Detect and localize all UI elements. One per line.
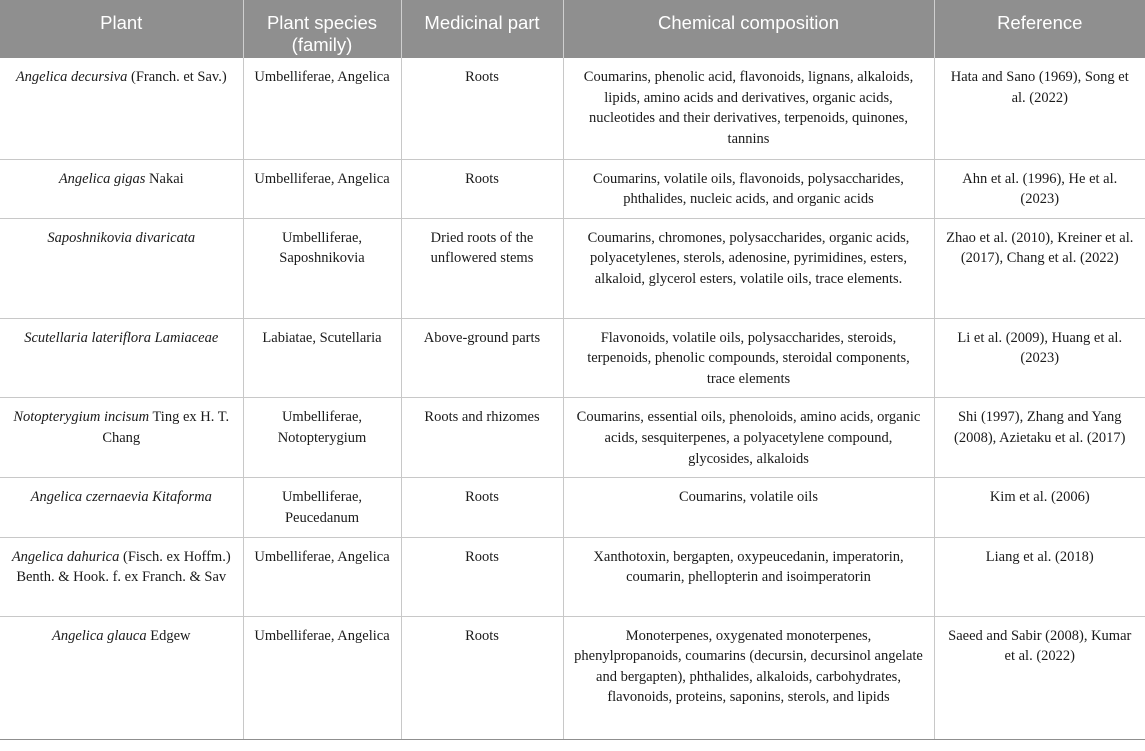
table-row	[0, 616, 1145, 739]
reference-cell: Kim et al. (2006)	[934, 478, 1145, 537]
family-cell: Umbelliferae, Notopterygium	[243, 398, 401, 478]
family-cell: Umbelliferae, Peucedanum	[243, 478, 401, 537]
composition-cell: Coumarins, volatile oils	[563, 478, 934, 537]
plant-cell	[0, 398, 243, 478]
plant-authority: (Fisch. ex Hoffm.) Benth. & Hook. f. ex Franch. & Sav	[16, 548, 231, 586]
plant-name: Angelica dahurica	[11, 548, 120, 565]
reference-cell: Saeed and Sabir (2008), Kumar et al. (2022)	[934, 616, 1145, 739]
table-row	[0, 478, 1145, 537]
table-row	[0, 537, 1145, 616]
family-cell: Umbelliferae, Angelica	[243, 537, 401, 616]
header-row	[0, 0, 1145, 58]
table-header	[0, 0, 1145, 58]
part-cell: Above-ground parts	[401, 318, 563, 398]
plant-cell	[0, 218, 243, 318]
reference-cell: Zhao et al. (2010), Kreiner et al. (2017), Chang et al. (2022)	[934, 218, 1145, 318]
plant-authority: Edgew	[146, 627, 191, 644]
plant-authority: Ting ex H. T. Chang	[102, 409, 230, 447]
family-cell: Umbelliferae, Angelica	[243, 58, 401, 159]
reference-cell: Li et al. (2009), Huang et al. (2023)	[934, 318, 1145, 398]
plant-name: Scutellaria lateriflora Lamiaceae	[24, 329, 219, 346]
reference-cell: Ahn et al. (1996), He et al. (2023)	[934, 159, 1145, 218]
plant-name: Angelica glauca	[51, 627, 147, 644]
family-cell: Umbelliferae, Angelica	[243, 616, 401, 739]
part-cell: Roots	[401, 58, 563, 159]
table-row	[0, 398, 1145, 478]
family-cell: Umbelliferae, Angelica	[243, 159, 401, 218]
header-species-line1: Plant species	[266, 12, 378, 33]
plant-cell	[0, 159, 243, 218]
reference-cell: Shi (1997), Zhang and Yang (2008), Azietaku et al. (2017)	[934, 398, 1145, 478]
family-cell: Labiatae, Scutellaria	[243, 318, 401, 398]
part-cell: Dried roots of the unflowered stems	[401, 218, 563, 318]
plant-name: Notopterygium incisum	[13, 409, 150, 426]
table-row	[0, 58, 1145, 159]
plant-cell	[0, 616, 243, 739]
table-row	[0, 218, 1145, 318]
composition-cell: Coumarins, phenolic acid, flavonoids, lignans, alkaloids, lipids, amino acids and derivatives, organic acids, nucleotides and their derivatives, terpenoids, quinones, tannins	[563, 58, 934, 159]
plant-name: Saposhnikovia divaricata	[47, 229, 196, 246]
plant-cell	[0, 537, 243, 616]
header-species	[243, 0, 401, 58]
plant-cell	[0, 58, 243, 159]
part-cell: Roots	[401, 616, 563, 739]
composition-cell: Coumarins, volatile oils, flavonoids, polysaccharides, phthalides, nucleic acids, and organic acids	[563, 159, 934, 218]
plant-authority: Nakai	[145, 170, 184, 187]
family-cell: Umbelliferae, Saposhnikovia	[243, 218, 401, 318]
composition-cell: Coumarins, essential oils, phenoloids, amino acids, organic acids, sesquiterpenes, a polyacetylene compound, glycosides, alkaloids	[563, 398, 934, 478]
header-reference: Reference	[934, 0, 1145, 58]
reference-cell: Hata and Sano (1969), Song et al. (2022)	[934, 58, 1145, 159]
part-cell: Roots and rhizomes	[401, 398, 563, 478]
composition-cell: Monoterpenes, oxygenated monoterpenes, phenylpropanoids, coumarins (decursin, decursinol angelate and bergapten), phthalides, alkaloids, carbohydrates, flavonoids, proteins, saponins, sterols, and lipids	[563, 616, 934, 739]
plant-name: Angelica decursiva	[15, 69, 128, 85]
header-plant: Plant	[0, 0, 243, 58]
table-body	[0, 58, 1145, 739]
plant-name: Angelica czernaevia Kitaforma	[30, 489, 212, 506]
composition-cell: Xanthotoxin, bergapten, oxypeucedanin, imperatorin, coumarin, phellopterin and isoimperatorin	[563, 537, 934, 616]
composition-cell: Coumarins, chromones, polysaccharides, organic acids, polyacetylenes, sterols, adenosine, pyrimidines, esters, alkaloid, glycerol esters, volatile oils, trace elements.	[563, 218, 934, 318]
part-cell: Roots	[401, 537, 563, 616]
plant-name: Angelica gigas	[58, 170, 146, 187]
composition-cell: Flavonoids, volatile oils, polysaccharides, steroids, terpenoids, phenolic compounds, steroidal components, trace elements	[563, 318, 934, 398]
part-cell: Roots	[401, 478, 563, 537]
plant-cell	[0, 318, 243, 398]
plant-authority: (Franch. et Sav.)	[127, 69, 227, 85]
header-species-line2: (family)	[291, 34, 353, 55]
table-row	[0, 318, 1145, 398]
plant-cell	[0, 478, 243, 537]
header-medicinal-part: Medicinal part	[401, 0, 563, 58]
part-cell: Roots	[401, 159, 563, 218]
header-chemical-composition: Chemical composition	[563, 0, 934, 58]
reference-cell: Liang et al. (2018)	[934, 537, 1145, 616]
table-row	[0, 159, 1145, 218]
